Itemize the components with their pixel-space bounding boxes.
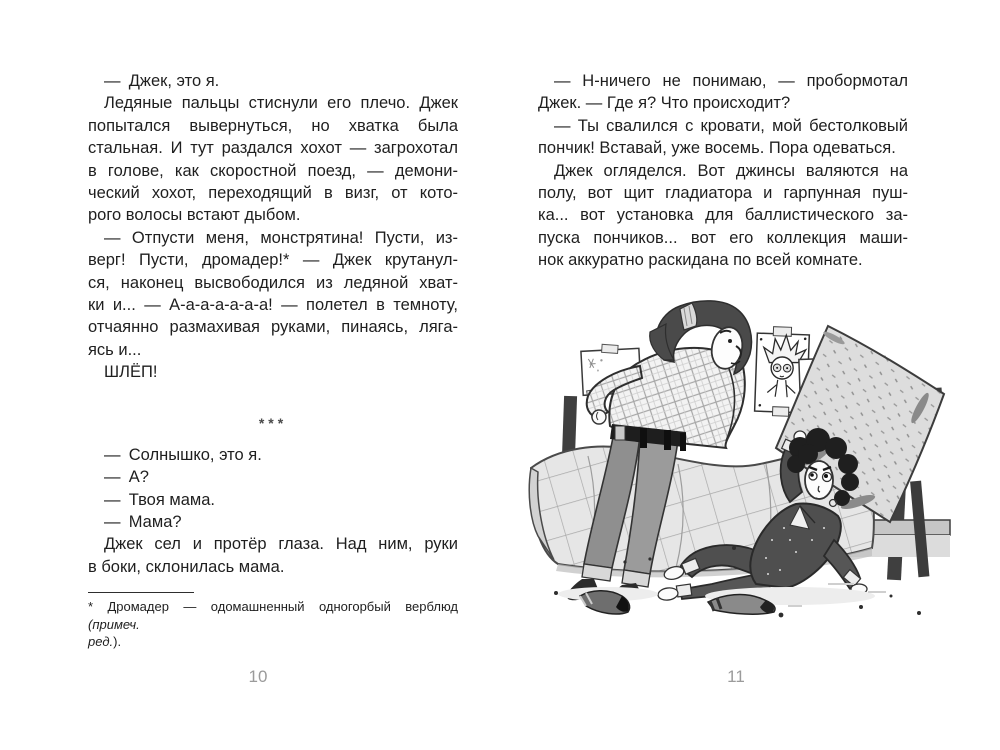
text-line: ясь и... [88,340,142,359]
footnote-line [88,598,458,633]
footnote [88,592,458,651]
text-line: — Джек, это я. [104,72,220,90]
text-line: нок аккуратно раскидана по всей комнате. [538,251,863,270]
illustration [528,296,952,634]
right-page-text [538,70,908,272]
footnote-text: * Дромадер — одомашненный одногорбый верблюд [88,599,458,615]
text-line: в голове, как скоростной поезд, — демони- [88,161,458,180]
page-number-right: 11 [727,667,745,686]
text-line: Джек сел и протёр глаза. Над ним, руки [104,535,458,554]
text-line: рого волосы встают дыбом. [88,206,301,225]
text-line: пуска пончиков... вот его коллекция маши- [538,228,908,247]
text-line: в боки, склонилась мама. [88,557,285,576]
section-separator: *** [258,415,288,432]
text-line: — Отпусти меня, монстрятина! Пусти, из- [104,228,458,247]
text-line: — А? [104,468,149,487]
text-line: Джек огляделся. Вот джинсы валяются на [554,161,908,180]
text-line: стальная. И тут раздался хохот — загрохотал [88,139,458,158]
footnote-rule [88,592,194,593]
text-line: ШЛЁП! [104,363,158,382]
text-line: полу, вот щит гладиатора и гарпунная пуш- [538,183,908,202]
text-line: ся, наконец высвободился из ледяной хват- [88,273,458,292]
text-line: попытался вывернуться, но хватка была [88,116,458,135]
text-line: отчаянно размахивая руками, пинаясь, ляга- [88,318,458,337]
left-page-text [88,70,458,651]
text-line: — Ты свалился с кровати, мой бестолковый [554,116,908,135]
text-line: — Солнышко, это я. [104,445,262,464]
text-line: пончик! Вставай, уже восемь. Пора одеваться. [538,139,896,158]
page-number-left: 10 [248,667,268,686]
footnote-text-italic: ред. [88,634,114,650]
footnote-line [88,633,458,651]
text-line: — Твоя мама. [104,490,216,509]
text-line: Ледяные пальцы стиснули его плечо. Джек [104,94,458,113]
text-line: ка... вот установка для баллистического за- [538,206,908,225]
text-line: ки и... — А-а-а-а-а-а-а! — полетел в темноту, [88,295,458,314]
text-line: — Мама? [104,513,182,532]
text-line: Джек. — Где я? Что происходит? [538,94,791,113]
footnote-text: ). [113,634,122,650]
footnote-text-italic: (примеч. [88,616,140,632]
text-line: верг! Пусти, дромадер!* — Джек крутанул- [88,251,458,270]
text-line: — Н-ничего не понимаю, — пробормотал [554,72,908,90]
text-line: ческий хохот, переходящий в визг, от кото- [88,183,458,202]
